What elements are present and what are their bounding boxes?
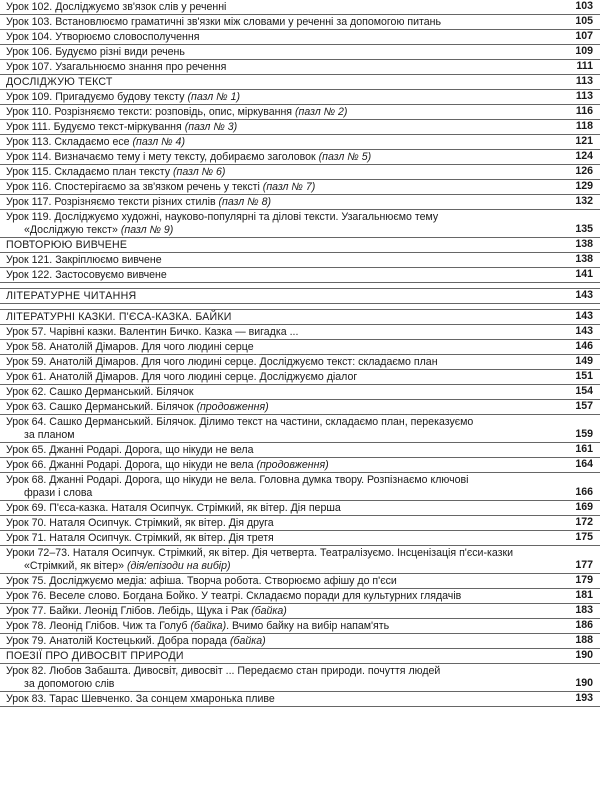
page-number: 116: [575, 105, 593, 117]
lesson-title: Визначаємо тему і мету тексту, добираємо заголовок: [54, 151, 316, 163]
lesson-note: (байка): [190, 620, 227, 632]
lesson-number: Уроки 72–73.: [6, 547, 70, 559]
page-number: 151: [575, 370, 593, 382]
toc-lesson-row: [0, 165, 600, 180]
page-number: 126: [575, 165, 593, 177]
lesson-note: (байка): [230, 635, 266, 647]
page-number: 161: [575, 443, 593, 455]
toc-entry-text: [6, 416, 592, 429]
lesson-number: Урок 122.: [6, 269, 53, 281]
lesson-number: Урок 69.: [6, 502, 47, 514]
toc-lesson-row: [0, 210, 600, 238]
lesson-number: Урок 77.: [6, 605, 47, 617]
lesson-title: Досліджуємо зв'язок слів у реченні: [55, 1, 227, 13]
lesson-title: Складаємо есе: [54, 136, 130, 148]
page-number: 169: [575, 501, 593, 513]
lesson-title: Байки. Леонід Глібов. Лебідь, Щука і Рак: [49, 605, 249, 617]
lesson-title-line2: «Стрімкий, як вітер»: [24, 560, 124, 572]
lesson-number: Урок 107.: [6, 61, 53, 73]
lesson-title: Наталя Осипчук. Стрімкий, як вітер. Дія третя: [49, 532, 274, 544]
toc-entry-text: [6, 269, 592, 282]
toc-entry-text: [6, 502, 592, 515]
toc-entry-text: [6, 166, 592, 179]
toc-entry-text: [6, 650, 592, 663]
lesson-number: Урок 62.: [6, 386, 47, 398]
page-number: 143: [575, 325, 593, 337]
page-number: 121: [575, 135, 593, 147]
lesson-note: (пазл № 8): [218, 196, 271, 208]
lesson-title-continuation: . Вчимо байку на вибір напам'ять: [226, 620, 390, 632]
lesson-number: Урок 76.: [6, 590, 47, 602]
lesson-note: (продовження): [196, 401, 269, 413]
page-number: 138: [575, 238, 593, 250]
page-number: 103: [575, 0, 593, 12]
toc-entry-text: [6, 444, 592, 457]
toc-lesson-row: [0, 120, 600, 135]
lesson-note: (дія/епізоди на вибір): [126, 560, 231, 572]
lesson-number: Урок 113.: [6, 136, 52, 148]
toc-entry-text: [6, 635, 592, 648]
toc-entry-text: [6, 371, 592, 384]
toc-section-row: [0, 649, 600, 664]
lesson-title: Любов Забашта. Дивосвіт, дивосвіт ... Передаємо стан природи. почуття людей: [49, 665, 441, 677]
page-number: 132: [575, 195, 593, 207]
toc-entry-text: [6, 151, 592, 164]
toc-lesson-row: [0, 531, 600, 546]
lesson-number: Урок 66.: [6, 459, 47, 471]
lesson-number: Урок 57.: [6, 326, 47, 338]
toc-entry-text: [6, 326, 592, 339]
page-number: 164: [575, 458, 593, 470]
lesson-number: Урок 121.: [6, 254, 53, 266]
lesson-title: Леонід Глібов. Чиж та Голуб: [49, 620, 188, 632]
toc-lesson-row: [0, 325, 600, 340]
lesson-title: Досліджуємо художні, науково-популярні та ділові тексти. Узагальнюємо тему: [54, 211, 439, 223]
toc-lesson-row: [0, 604, 600, 619]
page-number: 129: [575, 180, 593, 192]
lesson-title: Встановлюємо граматичні зв'язки між словами у реченні за допомогою питань: [55, 16, 441, 28]
toc-entry-text: [6, 517, 592, 530]
toc-lesson-row: [0, 15, 600, 30]
toc-entry-text: [6, 605, 592, 618]
page-number: 146: [575, 340, 593, 352]
toc-entry-text: [6, 106, 592, 119]
toc-lesson-row: [0, 619, 600, 634]
toc-entry-text: [6, 401, 592, 414]
lesson-title: Сашко Дерманський. Білячок. Ділимо текст на частини, складаємо план, переказуємо: [49, 416, 474, 428]
lesson-note: (пазл № 2): [295, 106, 348, 118]
toc-entry-text: [6, 474, 592, 487]
page-number: 181: [575, 589, 593, 601]
lesson-title-line2: фрази і слова: [24, 487, 93, 499]
lesson-number: Урок 115.: [6, 166, 52, 178]
lesson-title: Закріплюємо вивчене: [55, 254, 162, 266]
lesson-title: Розрізняємо тексти різних стилів: [54, 196, 216, 208]
lesson-number: Урок 83.: [6, 693, 47, 705]
toc-entry-continuation: [6, 224, 592, 237]
toc-entry-text: [6, 16, 592, 29]
toc-entry-text: [6, 31, 592, 44]
lesson-note: (пазл № 7): [262, 181, 316, 193]
lesson-number: Урок 79.: [6, 635, 47, 647]
toc-lesson-row: [0, 501, 600, 516]
toc-lesson-row: [0, 473, 600, 501]
lesson-number: Урок 65.: [6, 444, 47, 456]
toc-entry-text: [6, 459, 592, 472]
lesson-note: (пазл № 9): [120, 224, 174, 236]
toc-lesson-row: [0, 589, 600, 604]
toc-lesson-row: [0, 415, 600, 443]
toc-entry-text: [6, 693, 592, 706]
lesson-number: Урок 58.: [6, 341, 47, 353]
toc-entry-text: [6, 61, 592, 74]
toc-lesson-row: [0, 692, 600, 707]
page-number: 109: [575, 45, 593, 57]
lesson-number: Урок 117.: [6, 196, 52, 208]
page-number: 157: [575, 400, 593, 412]
page-number: 154: [575, 385, 593, 397]
toc-entry-text: [6, 386, 592, 399]
toc-entry-text: [6, 76, 592, 89]
lesson-title: Утворюємо словосполучення: [55, 31, 200, 43]
toc-lesson-row: [0, 268, 600, 283]
page-number: 118: [575, 120, 593, 132]
section-title: ЛІТЕРАТУРНІ КАЗКИ. П'ЄСА-КАЗКА. БАЙКИ: [6, 311, 232, 323]
toc-entry-text: [6, 547, 592, 560]
toc-lesson-row: [0, 355, 600, 370]
toc-lesson-row: [0, 135, 600, 150]
lesson-title: Узагальнюємо знання про речення: [55, 61, 227, 73]
lesson-number: Урок 102.: [6, 1, 53, 13]
lesson-note: (пазл № 5): [318, 151, 372, 163]
lesson-title: Анатолій Дімаров. Для чого людині серце: [49, 341, 254, 353]
toc-entry-text: [6, 290, 592, 303]
page-number: 141: [575, 268, 593, 280]
toc-section-row: [0, 75, 600, 90]
lesson-title: Чарівні казки. Валентин Бичко. Казка — вигадка ...: [49, 326, 299, 338]
page-number: 107: [575, 30, 593, 42]
lesson-title: П'єса-казка. Наталя Осипчук. Стрімкий, як вітер. Дія перша: [49, 502, 341, 514]
page-number: 143: [575, 289, 593, 301]
lesson-title: Анатолій Дімаров. Для чого людині серце. Досліджуємо діалог: [49, 371, 358, 383]
toc-lesson-row: [0, 516, 600, 531]
lesson-number: Урок 70.: [6, 517, 47, 529]
toc-entry-text: [6, 1, 592, 14]
lesson-title: Будуємо різні види речень: [55, 46, 185, 58]
toc-lesson-row: [0, 340, 600, 355]
lesson-number: Урок 78.: [6, 620, 47, 632]
page-number: 172: [575, 516, 593, 528]
page-number: 105: [575, 15, 593, 27]
lesson-title: Будуємо текст-міркування: [53, 121, 182, 133]
toc-entry-text: [6, 91, 592, 104]
lesson-title: Тарас Шевченко. За сонцем хмаронька пливе: [49, 693, 275, 705]
lesson-title: Розрізняємо тексти: розповідь, опис, міркування: [54, 106, 293, 118]
lesson-number: Урок 110.: [6, 106, 52, 118]
lesson-number: Урок 59.: [6, 356, 47, 368]
page-number: 193: [575, 692, 593, 704]
lesson-number: Урок 61.: [6, 371, 47, 383]
page-number: 113: [575, 75, 593, 87]
lesson-title: Сашко Дерманський. Білячок: [49, 386, 194, 398]
lesson-number: Урок 64.: [6, 416, 47, 428]
toc-entry-continuation: [6, 560, 592, 573]
lesson-number: Урок 68.: [6, 474, 47, 486]
page-number: 143: [575, 310, 593, 322]
toc-section-row: [0, 310, 600, 325]
toc-entry-text: [6, 620, 592, 633]
page-number: 190: [575, 649, 593, 661]
lesson-note: (пазл № 1): [187, 91, 240, 103]
lesson-title-line2: за допомогою слів: [24, 678, 115, 690]
toc-entry-text: [6, 196, 592, 209]
lesson-title: Анатолій Дімаров. Для чого людині серце. Досліджуємо текст: складаємо план: [49, 356, 438, 368]
lesson-title: Сашко Дерманський. Білячок: [49, 401, 194, 413]
page-number: 186: [575, 619, 593, 631]
lesson-title: Пригадуємо будову тексту: [55, 91, 185, 103]
toc-lesson-row: [0, 370, 600, 385]
lesson-number: Урок 114.: [6, 151, 52, 163]
toc-entry-text: [6, 341, 592, 354]
toc-entry-text: [6, 311, 592, 324]
lesson-number: Урок 63.: [6, 401, 47, 413]
lesson-number: Урок 103.: [6, 16, 53, 28]
page-number: 179: [575, 574, 593, 586]
toc-entry-continuation: [6, 429, 592, 442]
toc-lesson-row: [0, 105, 600, 120]
toc-entry-text: [6, 575, 592, 588]
toc-lesson-row: [0, 150, 600, 165]
section-title: ДОСЛІДЖУЮ ТЕКСТ: [6, 76, 113, 88]
toc-section-row: [0, 238, 600, 253]
toc-entry-text: [6, 239, 592, 252]
page-number: 188: [575, 634, 593, 646]
page-number: 138: [575, 253, 593, 265]
lesson-number: Урок 82.: [6, 665, 47, 677]
page-number: 166: [575, 486, 593, 498]
lesson-number: Урок 106.: [6, 46, 53, 58]
toc-entry-text: [6, 665, 592, 678]
lesson-number: Урок 104.: [6, 31, 53, 43]
toc-lesson-row: [0, 180, 600, 195]
page-number: 149: [575, 355, 593, 367]
lesson-title: Джанні Родарі. Дорога, що нікуди не вела: [49, 444, 254, 456]
page-number: 159: [575, 428, 593, 440]
toc-entry-continuation: [6, 678, 592, 691]
page-number: 177: [575, 559, 593, 571]
toc-lesson-row: [0, 458, 600, 473]
toc-entry-text: [6, 136, 592, 149]
lesson-title: Веселе слово. Богдана Бойко. У театрі. Складаємо поради для культурних глядачів: [49, 590, 462, 602]
toc-entry-text: [6, 254, 592, 267]
toc-entry-text: [6, 356, 592, 369]
toc-lesson-row: [0, 443, 600, 458]
lesson-note: (байка): [251, 605, 287, 617]
toc-lesson-row: [0, 0, 600, 15]
lesson-title: Наталя Осипчук. Стрімкий, як вітер. Дія четверта. Театралізуємо. Інсценізація п'єси-казки: [72, 547, 514, 559]
page-number: 124: [575, 150, 593, 162]
lesson-title: Джанні Родарі. Дорога, що нікуди не вела. Головна думка твору. Розпізнаємо ключові: [49, 474, 469, 486]
toc-entry-text: [6, 121, 592, 134]
lesson-note: (пазл № 6): [172, 166, 226, 178]
page-number: 183: [575, 604, 593, 616]
toc-lesson-row: [0, 90, 600, 105]
toc-section-row: [0, 289, 600, 304]
toc-lesson-row: [0, 574, 600, 589]
toc-lesson-row: [0, 60, 600, 75]
lesson-title: Спостерігаємо за зв'язком речень у тексті: [54, 181, 260, 193]
toc-lesson-row: [0, 546, 600, 574]
toc-entry-text: [6, 46, 592, 59]
toc-entry-text: [6, 590, 592, 603]
toc-lesson-row: [0, 195, 600, 210]
lesson-number: Урок 116.: [6, 181, 52, 193]
page-number: 190: [575, 677, 593, 689]
lesson-title: Анатолій Костецький. Добра порада: [49, 635, 228, 647]
toc-lesson-row: [0, 634, 600, 649]
lesson-number: Урок 75.: [6, 575, 47, 587]
lesson-note: (продовження): [256, 459, 329, 471]
lesson-title: Джанні Родарі. Дорога, що нікуди не вела: [49, 459, 254, 471]
toc-lesson-row: [0, 30, 600, 45]
toc-entry-text: [6, 532, 592, 545]
lesson-title: Застосовуємо вивчене: [55, 269, 167, 281]
toc-entry-text: [6, 211, 592, 224]
lesson-title: Наталя Осипчук. Стрімкий, як вітер. Дія друга: [49, 517, 274, 529]
section-title: ПОЕЗІЇ ПРО ДИВОСВІТ ПРИРОДИ: [6, 650, 184, 662]
section-title: ПОВТОРЮЮ ВИВЧЕНЕ: [6, 239, 128, 251]
toc-lesson-row: [0, 400, 600, 415]
toc-lesson-row: [0, 253, 600, 268]
page-number: 113: [575, 90, 593, 102]
toc-lesson-row: [0, 45, 600, 60]
toc-lesson-row: [0, 664, 600, 692]
lesson-title-line2: за планом: [24, 429, 75, 441]
lesson-title: Досліджуємо медіа: афіша. Творча робота. Створюємо афішу до п'єси: [49, 575, 397, 587]
section-title: ЛІТЕРАТУРНЕ ЧИТАННЯ: [6, 290, 137, 302]
lesson-number: Урок 109.: [6, 91, 53, 103]
page-number: 111: [576, 60, 593, 72]
toc-entry-continuation: [6, 487, 592, 500]
lesson-number: Урок 71.: [6, 532, 47, 544]
lesson-title-line2: «Досліджую текст»: [24, 224, 118, 236]
lesson-title: Складаємо план тексту: [54, 166, 171, 178]
lesson-note: (пазл № 4): [132, 136, 185, 148]
page-number: 135: [575, 223, 593, 235]
lesson-number: Урок 111.: [6, 121, 51, 133]
toc-lesson-row: [0, 385, 600, 400]
lesson-note: (пазл № 3): [184, 121, 238, 133]
lesson-number: Урок 119.: [6, 211, 52, 223]
toc-entry-text: [6, 181, 592, 194]
page-number: 175: [575, 531, 593, 543]
